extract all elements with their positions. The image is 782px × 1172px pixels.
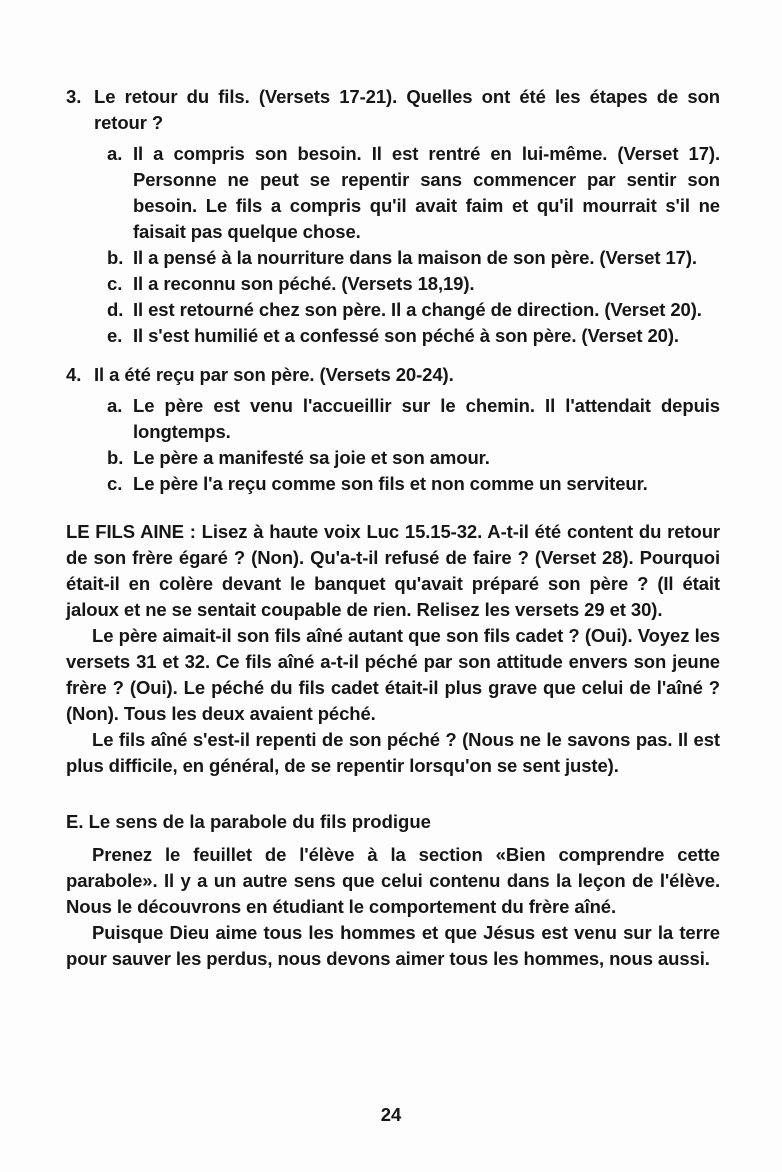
item-text: Le retour du fils. (Versets 17-21). Quelles ont été les étapes de son retour ? [94,86,720,133]
sub-item-b [107,245,720,271]
sub-item-marker: e. [107,325,123,346]
sub-item-marker: b. [107,447,124,468]
text-block [66,84,720,972]
numbered-item-3 [66,84,720,349]
sub-item-d [107,297,720,323]
numbered-item-4 [66,362,720,497]
sub-item-text: Il a compris son besoin. Il est rentré en lui-même. (Verset 17). Personne ne peut se repentir sans commencer par sentir son besoin. Le fils a compris qu'il avait faim et qu'il mourrait s'il ne faisait pas quelque chose. [133,143,720,242]
sub-item-c [107,471,720,497]
section-heading: E. Le sens de la parabole du fils prodigue [66,811,431,832]
paragraph: Puisque Dieu aime tous les hommes et que Jésus est venu sur la terre pour sauver les perdus, nous devons aimer tous les hommes, nous aussi. [66,922,720,969]
sub-item-e [107,323,720,349]
item-marker: 3. [66,86,82,107]
item-text: Il a été reçu par son père. (Versets 20-24). [94,364,454,385]
item-marker: 4. [66,364,82,385]
page-number: 24 [380,1104,402,1125]
sub-item-text: Il est retourné chez son père. Il a changé de direction. (Verset 20). [133,299,702,320]
sub-item-marker: c. [107,473,123,494]
sub-item-text: Il s'est humilié et a confessé son péché à son père. (Verset 20). [133,325,679,346]
sub-item-marker: d. [107,299,124,320]
sub-item-marker: c. [107,273,123,294]
sub-list [107,141,720,349]
sub-item-marker: a. [107,143,123,164]
paragraph-fils-aine: LE FILS AINE : Lisez à haute voix Luc 15.15-32. A-t-il été content du retour de son frère égaré ? (Non). Qu'a-t-il refusé de faire ? (Verset 28). Pourquoi était-il en colère devant le banquet qu'avait préparé son père ? (Il était jaloux et ne se sentait coupable de rien. Relisez les versets 29 et 30). [66,521,720,620]
sub-item-text: Le père a manifesté sa joie et son amour. [133,447,490,468]
sub-item-text: Il a reconnu son péché. (Versets 18,19). [133,273,475,294]
sub-item-text: Il a pensé à la nourriture dans la maison de son père. (Verset 17). [133,247,697,268]
paragraph: Le père aimait-il son fils aîné autant que son fils cadet ? (Oui). Voyez les versets 31 et 32. Ce fils aîné a-t-il péché par son attitude envers son jeune frère ? (Oui). Le péché du fils cadet était-il plus grave que celui de l'aîné ? (Non). Tous les deux avaient péché. [66,625,720,724]
sub-item-text: Le père l'a reçu comme son fils et non comme un serviteur. [133,473,648,494]
sub-item-marker: b. [107,247,124,268]
sub-item-a [107,141,720,245]
sub-item-a [107,393,720,445]
sub-item-c [107,271,720,297]
paragraph: Le fils aîné s'est-il repenti de son péché ? (Nous ne le savons pas. Il est plus difficile, en général, de se repentir lorsqu'on se sent juste). [66,729,720,776]
sub-list [107,393,720,497]
sub-item-marker: a. [107,395,123,416]
sub-item-text: Le père est venu l'accueillir sur le chemin. Il l'attendait depuis longtemps. [133,395,720,442]
sub-item-b [107,445,720,471]
paragraph: Prenez le feuillet de l'élève à la section «Bien comprendre cette parabole». Il y a un autre sens que celui contenu dans la leçon de l'élève. Nous le découvrons en étudiant le comportement du frère aîné. [66,844,720,917]
